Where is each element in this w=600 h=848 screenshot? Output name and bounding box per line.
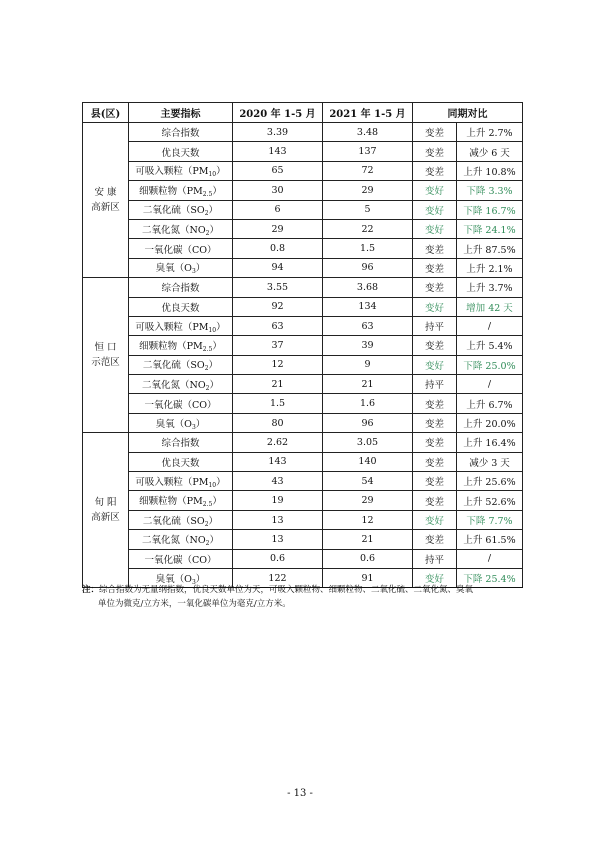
indicator-subscript: 10 bbox=[208, 326, 217, 334]
value-2021-cell: 22 bbox=[323, 219, 413, 238]
indicator-close-paren: ） bbox=[195, 573, 206, 585]
indicator-subscript: 2 bbox=[205, 384, 210, 392]
indicator-close-paren: ） bbox=[216, 476, 226, 488]
value-2020-cell: 12 bbox=[233, 355, 323, 374]
indicator-subscript: 2 bbox=[204, 210, 209, 218]
indicator-cell bbox=[129, 297, 233, 316]
value-2021-cell: 134 bbox=[323, 297, 413, 316]
indicator-name: 优良天数 bbox=[161, 457, 200, 469]
comparison-cell: 变好 bbox=[413, 355, 457, 374]
table-row bbox=[83, 355, 523, 374]
value-2021-cell: 21 bbox=[323, 375, 413, 394]
change-cell: 减少 6 天 bbox=[457, 142, 523, 161]
comparison-cell: 变差 bbox=[413, 336, 457, 355]
indicator-cell bbox=[129, 510, 233, 529]
value-2020-cell: 0.6 bbox=[233, 549, 323, 568]
indicator-cell bbox=[129, 336, 233, 355]
change-cell: / bbox=[457, 375, 523, 394]
header-2021: 2021 年 1-5 月 bbox=[323, 103, 413, 123]
table-row bbox=[83, 161, 523, 180]
indicator-cell bbox=[129, 123, 233, 142]
comparison-cell: 变好 bbox=[413, 297, 457, 316]
change-cell: 下降 25.4% bbox=[457, 568, 523, 587]
value-2020-cell: 37 bbox=[233, 336, 323, 355]
indicator-name: 可吸入颗粒（PM bbox=[135, 321, 209, 333]
page-number: - 13 - bbox=[287, 788, 313, 799]
indicator-close-paren: ） bbox=[195, 263, 206, 275]
indicator-cell bbox=[129, 239, 233, 258]
value-2020-cell: 1.5 bbox=[233, 394, 323, 413]
county-name-line: 恒 口 bbox=[94, 342, 117, 354]
indicator-close-paren: ） bbox=[216, 166, 226, 178]
table-row bbox=[83, 142, 523, 161]
indicator-cell bbox=[129, 472, 233, 491]
change-cell: 上升 2.1% bbox=[457, 258, 523, 277]
comparison-cell: 变差 bbox=[413, 394, 457, 413]
comparison-cell: 变好 bbox=[413, 200, 457, 219]
indicator-cell bbox=[129, 452, 233, 471]
indicator-cell bbox=[129, 258, 233, 277]
value-2021-cell: 9 bbox=[323, 355, 413, 374]
change-cell: 上升 6.7% bbox=[457, 394, 523, 413]
table-row bbox=[83, 394, 523, 413]
table-footnote bbox=[82, 583, 522, 611]
indicator-cell bbox=[129, 375, 233, 394]
comparison-cell: 变差 bbox=[413, 433, 457, 452]
table-row bbox=[83, 239, 523, 258]
value-2021-cell: 5 bbox=[323, 200, 413, 219]
value-2021-cell: 1.5 bbox=[323, 239, 413, 258]
indicator-cell bbox=[129, 491, 233, 510]
table-row bbox=[83, 278, 523, 297]
indicator-name: 臭氧（O bbox=[155, 573, 192, 585]
change-cell: 上升 25.6% bbox=[457, 472, 523, 491]
county-cell bbox=[83, 433, 129, 588]
comparison-cell: 变差 bbox=[413, 123, 457, 142]
table-row bbox=[83, 297, 523, 316]
value-2020-cell: 29 bbox=[233, 219, 323, 238]
change-cell: 上升 3.7% bbox=[457, 278, 523, 297]
value-2020-cell: 2.62 bbox=[233, 433, 323, 452]
value-2020-cell: 3.55 bbox=[233, 278, 323, 297]
indicator-subscript: 10 bbox=[208, 171, 217, 179]
value-2020-cell: 143 bbox=[233, 452, 323, 471]
indicator-name: 一氧化碳（CO） bbox=[144, 399, 217, 411]
comparison-cell: 变差 bbox=[413, 452, 457, 471]
indicator-subscript: 2 bbox=[205, 229, 210, 237]
indicator-name: 二氧化氮（NO bbox=[142, 224, 206, 236]
indicator-cell bbox=[129, 142, 233, 161]
value-2020-cell: 94 bbox=[233, 258, 323, 277]
change-cell: 上升 16.4% bbox=[457, 433, 523, 452]
comparison-cell: 变差 bbox=[413, 472, 457, 491]
indicator-name: 一氧化碳（CO） bbox=[144, 244, 217, 256]
table-row bbox=[83, 530, 523, 549]
indicator-name: 优良天数 bbox=[161, 302, 200, 314]
indicator-name: 臭氧（O bbox=[155, 263, 192, 275]
value-2021-cell: 29 bbox=[323, 181, 413, 200]
value-2021-cell: 54 bbox=[323, 472, 413, 491]
value-2020-cell: 63 bbox=[233, 316, 323, 335]
value-2021-cell: 39 bbox=[323, 336, 413, 355]
indicator-subscript: 2 bbox=[204, 365, 209, 373]
value-2021-cell: 21 bbox=[323, 530, 413, 549]
indicator-close-paren: ） bbox=[208, 205, 219, 217]
comparison-cell: 持平 bbox=[413, 375, 457, 394]
table-row bbox=[83, 375, 523, 394]
change-cell: 下降 16.7% bbox=[457, 200, 523, 219]
county-name-line: 安 康 bbox=[94, 187, 117, 199]
change-cell: 下降 7.7% bbox=[457, 510, 523, 529]
indicator-name: 优良天数 bbox=[161, 147, 200, 159]
table-header-row bbox=[83, 103, 523, 123]
indicator-subscript: 2 bbox=[204, 520, 209, 528]
comparison-cell: 变好 bbox=[413, 568, 457, 587]
indicator-close-paren: ） bbox=[208, 360, 219, 372]
indicator-subscript: 3 bbox=[191, 578, 196, 586]
county-cell bbox=[83, 278, 129, 433]
indicator-close-paren: ） bbox=[212, 340, 222, 352]
value-2021-cell: 0.6 bbox=[323, 549, 413, 568]
indicator-close-paren: ） bbox=[209, 379, 219, 391]
comparison-cell: 变差 bbox=[413, 278, 457, 297]
change-cell: 上升 2.7% bbox=[457, 123, 523, 142]
table-row bbox=[83, 452, 523, 471]
table-row bbox=[83, 219, 523, 238]
county-name-line: 高新区 bbox=[91, 512, 120, 524]
indicator-name: 可吸入颗粒（PM bbox=[135, 476, 209, 488]
indicator-cell bbox=[129, 394, 233, 413]
comparison-cell: 持平 bbox=[413, 549, 457, 568]
change-cell: 减少 3 天 bbox=[457, 452, 523, 471]
table-row bbox=[83, 123, 523, 142]
table-row bbox=[83, 510, 523, 529]
indicator-close-paren: ） bbox=[195, 418, 206, 430]
change-cell: 上升 10.8% bbox=[457, 161, 523, 180]
change-cell: 下降 3.3% bbox=[457, 181, 523, 200]
table-row bbox=[83, 181, 523, 200]
table-row bbox=[83, 433, 523, 452]
value-2020-cell: 13 bbox=[233, 510, 323, 529]
comparison-cell: 变差 bbox=[413, 530, 457, 549]
indicator-cell bbox=[129, 530, 233, 549]
indicator-subscript: 3 bbox=[191, 268, 196, 276]
county-name-line: 示范区 bbox=[91, 357, 120, 369]
indicator-name: 综合指数 bbox=[161, 283, 200, 295]
air-quality-table bbox=[82, 102, 523, 588]
value-2021-cell: 3.68 bbox=[323, 278, 413, 297]
value-2021-cell: 91 bbox=[323, 568, 413, 587]
indicator-subscript: 2.5 bbox=[202, 501, 213, 509]
change-cell: 下降 25.0% bbox=[457, 355, 523, 374]
value-2021-cell: 3.05 bbox=[323, 433, 413, 452]
table-row bbox=[83, 258, 523, 277]
indicator-name: 臭氧（O bbox=[155, 418, 192, 430]
indicator-name: 二氧化硫（SO bbox=[142, 515, 205, 527]
indicator-name: 一氧化碳（CO） bbox=[144, 554, 217, 566]
indicator-cell bbox=[129, 413, 233, 432]
value-2021-cell: 96 bbox=[323, 413, 413, 432]
table-row bbox=[83, 549, 523, 568]
comparison-cell: 变差 bbox=[413, 142, 457, 161]
table-row bbox=[83, 472, 523, 491]
change-cell: / bbox=[457, 316, 523, 335]
value-2020-cell: 143 bbox=[233, 142, 323, 161]
indicator-close-paren: ） bbox=[212, 496, 222, 508]
footnote-line-2: 单位为微克/立方米，一氧化碳单位为毫克/立方米。 bbox=[98, 599, 291, 609]
header-county: 县(区) bbox=[83, 103, 129, 123]
indicator-name: 二氧化硫（SO bbox=[142, 360, 205, 372]
county-name-line: 高新区 bbox=[91, 202, 120, 214]
value-2020-cell: 19 bbox=[233, 491, 323, 510]
comparison-cell: 变差 bbox=[413, 239, 457, 258]
value-2020-cell: 21 bbox=[233, 375, 323, 394]
footnote-line-1: 综合指数为无量纲指数，优良天数单位为天，可吸入颗粒物、细颗粒物、二氧化硫、二氧化氮、臭氧 bbox=[99, 585, 474, 595]
value-2020-cell: 65 bbox=[233, 161, 323, 180]
indicator-name: 细颗粒物（PM bbox=[139, 340, 203, 352]
value-2020-cell: 6 bbox=[233, 200, 323, 219]
county-cell bbox=[83, 123, 129, 278]
indicator-subscript: 2.5 bbox=[202, 190, 213, 198]
indicator-name: 二氧化硫（SO bbox=[142, 205, 205, 217]
value-2020-cell: 92 bbox=[233, 297, 323, 316]
value-2021-cell: 1.6 bbox=[323, 394, 413, 413]
indicator-close-paren: ） bbox=[212, 185, 222, 197]
table-row bbox=[83, 336, 523, 355]
table-row bbox=[83, 200, 523, 219]
comparison-cell: 变差 bbox=[413, 161, 457, 180]
indicator-close-paren: ） bbox=[209, 534, 219, 546]
indicator-name: 二氧化氮（NO bbox=[142, 379, 206, 391]
value-2020-cell: 13 bbox=[233, 530, 323, 549]
change-cell: 上升 52.6% bbox=[457, 491, 523, 510]
value-2020-cell: 0.8 bbox=[233, 239, 323, 258]
value-2021-cell: 29 bbox=[323, 491, 413, 510]
indicator-cell bbox=[129, 181, 233, 200]
value-2021-cell: 72 bbox=[323, 161, 413, 180]
table-row bbox=[83, 413, 523, 432]
comparison-cell: 变好 bbox=[413, 219, 457, 238]
indicator-cell bbox=[129, 433, 233, 452]
table-body bbox=[83, 123, 523, 588]
indicator-name: 可吸入颗粒（PM bbox=[135, 166, 209, 178]
indicator-cell bbox=[129, 278, 233, 297]
comparison-cell: 变好 bbox=[413, 510, 457, 529]
value-2020-cell: 30 bbox=[233, 181, 323, 200]
indicator-cell bbox=[129, 549, 233, 568]
indicator-name: 细颗粒物（PM bbox=[139, 496, 203, 508]
value-2020-cell: 80 bbox=[233, 413, 323, 432]
change-cell: 上升 20.0% bbox=[457, 413, 523, 432]
comparison-cell: 变好 bbox=[413, 181, 457, 200]
indicator-close-paren: ） bbox=[208, 515, 219, 527]
indicator-close-paren: ） bbox=[216, 321, 226, 333]
indicator-cell bbox=[129, 355, 233, 374]
county-name-line: 旬 阳 bbox=[94, 497, 117, 509]
change-cell: 上升 87.5% bbox=[457, 239, 523, 258]
indicator-name: 细颗粒物（PM bbox=[139, 185, 203, 197]
value-2021-cell: 96 bbox=[323, 258, 413, 277]
value-2021-cell: 3.48 bbox=[323, 123, 413, 142]
value-2021-cell: 12 bbox=[323, 510, 413, 529]
change-cell: 上升 61.5% bbox=[457, 530, 523, 549]
indicator-name: 综合指数 bbox=[161, 438, 200, 450]
indicator-subscript: 2 bbox=[205, 539, 210, 547]
value-2021-cell: 137 bbox=[323, 142, 413, 161]
value-2020-cell: 3.39 bbox=[233, 123, 323, 142]
change-cell: 增加 42 天 bbox=[457, 297, 523, 316]
header-comparison: 同期对比 bbox=[413, 103, 523, 123]
indicator-cell bbox=[129, 219, 233, 238]
value-2020-cell: 122 bbox=[233, 568, 323, 587]
comparison-cell: 变差 bbox=[413, 258, 457, 277]
indicator-subscript: 3 bbox=[191, 423, 196, 431]
value-2020-cell: 43 bbox=[233, 472, 323, 491]
change-cell: 下降 24.1% bbox=[457, 219, 523, 238]
header-indicator: 主要指标 bbox=[129, 103, 233, 123]
indicator-cell bbox=[129, 200, 233, 219]
comparison-cell: 变差 bbox=[413, 413, 457, 432]
header-2020: 2020 年 1-5 月 bbox=[233, 103, 323, 123]
table-row bbox=[83, 316, 523, 335]
change-cell: 上升 5.4% bbox=[457, 336, 523, 355]
indicator-name: 二氧化氮（NO bbox=[142, 534, 206, 546]
comparison-cell: 变差 bbox=[413, 491, 457, 510]
comparison-cell: 持平 bbox=[413, 316, 457, 335]
table-row bbox=[83, 491, 523, 510]
value-2021-cell: 63 bbox=[323, 316, 413, 335]
indicator-cell bbox=[129, 161, 233, 180]
change-cell: / bbox=[457, 549, 523, 568]
indicator-name: 综合指数 bbox=[161, 128, 200, 140]
indicator-cell bbox=[129, 316, 233, 335]
indicator-close-paren: ） bbox=[209, 224, 219, 236]
value-2021-cell: 140 bbox=[323, 452, 413, 471]
footnote-label: 注： bbox=[82, 585, 100, 595]
indicator-subscript: 2.5 bbox=[202, 345, 213, 353]
indicator-subscript: 10 bbox=[208, 481, 217, 489]
